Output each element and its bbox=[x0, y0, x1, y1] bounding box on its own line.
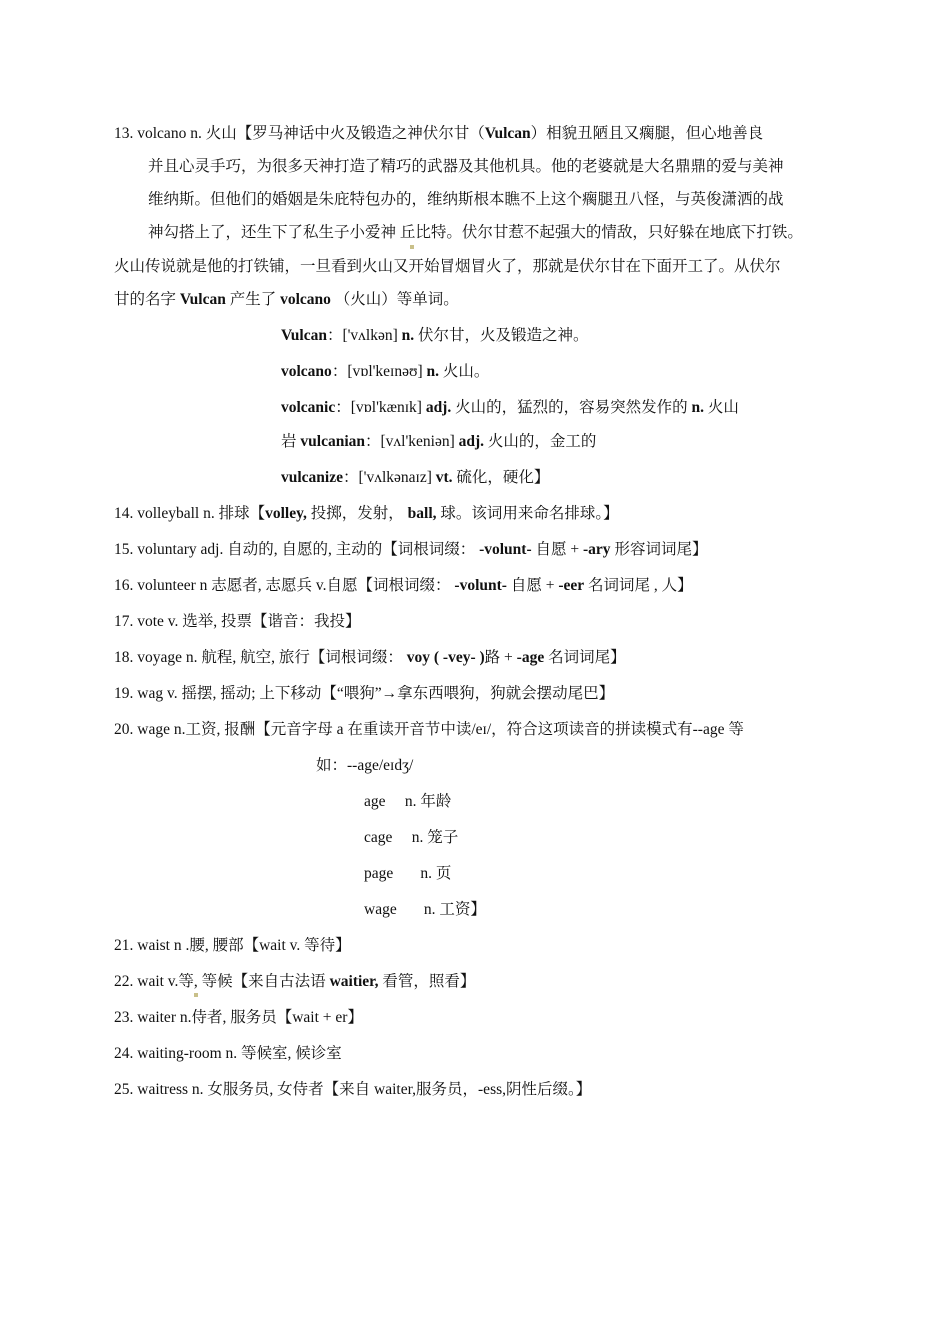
word-volcanic bbox=[281, 398, 739, 418]
term-volcano: volcano bbox=[280, 291, 331, 308]
text: 22. wait v.等, 等候【来自古法语 bbox=[114, 973, 330, 990]
text: 投掷，发射， bbox=[306, 505, 408, 522]
entry-23: 23. waiter n.侍者, 服务员【wait + er】 bbox=[114, 1009, 363, 1026]
meaning: 硫化，硬化】 bbox=[452, 469, 550, 486]
phonetic: ：['vʌlkən] bbox=[326, 327, 402, 344]
term: volley, bbox=[265, 505, 307, 522]
word: wage bbox=[364, 901, 397, 918]
part-of-speech: n. bbox=[426, 363, 440, 380]
entry-19: 19. wag v. 摇摆, 摇动; 上下移动【“喂狗”→拿东西喂狗，狗就会摆动尾巴】 bbox=[114, 685, 615, 702]
spacer bbox=[393, 865, 420, 882]
word: page bbox=[364, 865, 394, 882]
term-vulcan: Vulcan bbox=[484, 125, 531, 142]
headword: Vulcan bbox=[281, 327, 327, 344]
comment-marker bbox=[194, 993, 198, 997]
headword: volcano bbox=[281, 363, 332, 380]
headword: vulcanize bbox=[281, 469, 343, 486]
term-vulcan: Vulcan bbox=[179, 291, 226, 308]
text: 产生了 bbox=[225, 291, 281, 308]
entry-13-text: 13. volcano n. 火山【罗马神话中火及锻造之神伏尔甘（ bbox=[114, 125, 485, 142]
entry-13-line-5: 火山传说就是他的打铁铺，一旦看到火山又开始冒烟冒火了，那就是伏尔甘在下面开工了。从伏尔 bbox=[114, 258, 781, 275]
phonetic: ：[vɒl'kænɪk] bbox=[335, 399, 426, 416]
comment-marker bbox=[410, 245, 414, 249]
entry-13-line-3: 维纳斯。但他们的婚姻是朱庇特包办的，维纳斯根本瞧不上这个瘸腿丑八怪，与英俊潇洒的战 bbox=[148, 191, 784, 208]
text: 甘的名字 bbox=[114, 291, 180, 308]
text: 形容词词尾】 bbox=[610, 541, 708, 558]
spacer bbox=[397, 901, 424, 918]
entry-24: 24. waiting-room n. 等候室, 候诊室 bbox=[114, 1045, 342, 1062]
headword: volcanic bbox=[281, 399, 336, 416]
phonetic: ：[vɒl'keɪnəʊ] bbox=[331, 363, 427, 380]
text: 18. voyage n. 航程, 航空, 旅行【词根词缀： bbox=[114, 649, 407, 666]
example-word bbox=[364, 828, 458, 848]
term: -eer bbox=[558, 577, 585, 594]
entry-21: 21. waist n .腰, 腰部【wait v. 等待】 bbox=[114, 937, 351, 954]
entry-13-line-1 bbox=[114, 124, 763, 144]
meaning: n. 页 bbox=[420, 865, 452, 882]
term: voy ( -vey- ) bbox=[406, 649, 485, 666]
part-of-speech: n. bbox=[691, 399, 704, 416]
part-of-speech: adj. bbox=[458, 433, 485, 450]
word: cage bbox=[364, 829, 393, 846]
entry-14 bbox=[114, 504, 619, 524]
entry-13-line-4: 神勾搭上了，还生下了私生子小爱神 丘比特。伏尔甘惹不起强大的情敌，只好躲在地底下打铁。 bbox=[148, 224, 803, 241]
word-vulcan bbox=[281, 326, 589, 346]
text: 球。该词用来命名排球。】 bbox=[436, 505, 619, 522]
entry-13-text-end: ）相貌丑陋且又瘸腿，但心地善良 bbox=[530, 125, 764, 142]
part-of-speech: adj. bbox=[425, 399, 452, 416]
meaning: n. 笼子 bbox=[411, 829, 459, 846]
meaning: 伏尔甘，火及锻造之神。 bbox=[414, 327, 589, 344]
text: 路 + bbox=[484, 649, 517, 666]
phonetic: ：['vʌlkənaɪz] bbox=[343, 469, 436, 486]
part-of-speech: n. bbox=[401, 327, 415, 344]
meaning: 火山。 bbox=[439, 363, 490, 380]
meaning: n. 年龄 bbox=[404, 793, 452, 810]
meaning: 火山的，猛烈的，容易突然发作的 bbox=[451, 399, 692, 416]
word-vulcanian bbox=[281, 432, 596, 452]
entry-18 bbox=[114, 648, 626, 668]
entry-20-example: 如：--age/eɪdʒ/ bbox=[316, 757, 414, 774]
entry-20: 20. wage n.工资, 报酬【元音字母 a 在重读开音节中读/eɪ/，符合这项读音的拼读模式有--age 等 bbox=[114, 721, 744, 738]
entry-25: 25. waitress n. 女服务员, 女侍者【来自 waiter,服务员，-ess,阴性后缀。】 bbox=[114, 1081, 592, 1098]
text: 16. volunteer n 志愿者, 志愿兵 v.自愿【词根词缀： bbox=[114, 577, 455, 594]
entry-17: 17. vote v. 选举, 投票【谐音：我投】 bbox=[114, 613, 361, 630]
meaning: n. 工资】 bbox=[423, 901, 486, 918]
entry-22 bbox=[114, 972, 475, 992]
example-word bbox=[364, 900, 486, 920]
entry-13-line-2: 并且心灵手巧，为很多天神打造了精巧的武器及其他机具。他的老婆就是大名鼎鼎的爱与美神 bbox=[148, 158, 784, 175]
term: -volunt- bbox=[454, 577, 507, 594]
phonetic: ：[vʌl'keniən] bbox=[365, 433, 459, 450]
meaning: 火山 bbox=[704, 399, 739, 416]
term: -volunt- bbox=[479, 541, 532, 558]
text: （火山）等单词。 bbox=[330, 291, 459, 308]
meaning: 火山的，金工的 bbox=[484, 433, 597, 450]
text: 自愿 + bbox=[506, 577, 559, 594]
text: 看管，照看】 bbox=[378, 973, 476, 990]
part-of-speech: vt. bbox=[435, 469, 453, 486]
text: 14. volleyball n. 排球【 bbox=[114, 505, 266, 522]
word: age bbox=[364, 793, 386, 810]
word-vulcanize bbox=[281, 468, 549, 488]
text: 岩 bbox=[281, 433, 301, 450]
text: 自愿 + bbox=[531, 541, 584, 558]
word-volcano bbox=[281, 362, 489, 382]
example-word bbox=[364, 864, 451, 884]
spacer bbox=[392, 829, 411, 846]
headword: vulcanian bbox=[300, 433, 365, 450]
entry-13-line-6 bbox=[114, 290, 459, 310]
spacer bbox=[386, 793, 405, 810]
example-word bbox=[364, 792, 451, 812]
entry-16 bbox=[114, 576, 693, 596]
text: 15. voluntary adj. 自动的, 自愿的, 主动的【词根词缀： bbox=[114, 541, 480, 558]
term: -age bbox=[516, 649, 545, 666]
text: 名词词尾】 bbox=[544, 649, 626, 666]
term: waitier, bbox=[329, 973, 379, 990]
term: -ary bbox=[583, 541, 611, 558]
term: ball, bbox=[407, 505, 437, 522]
entry-15 bbox=[114, 540, 707, 560]
text: 名词词尾 , 人】 bbox=[584, 577, 693, 594]
